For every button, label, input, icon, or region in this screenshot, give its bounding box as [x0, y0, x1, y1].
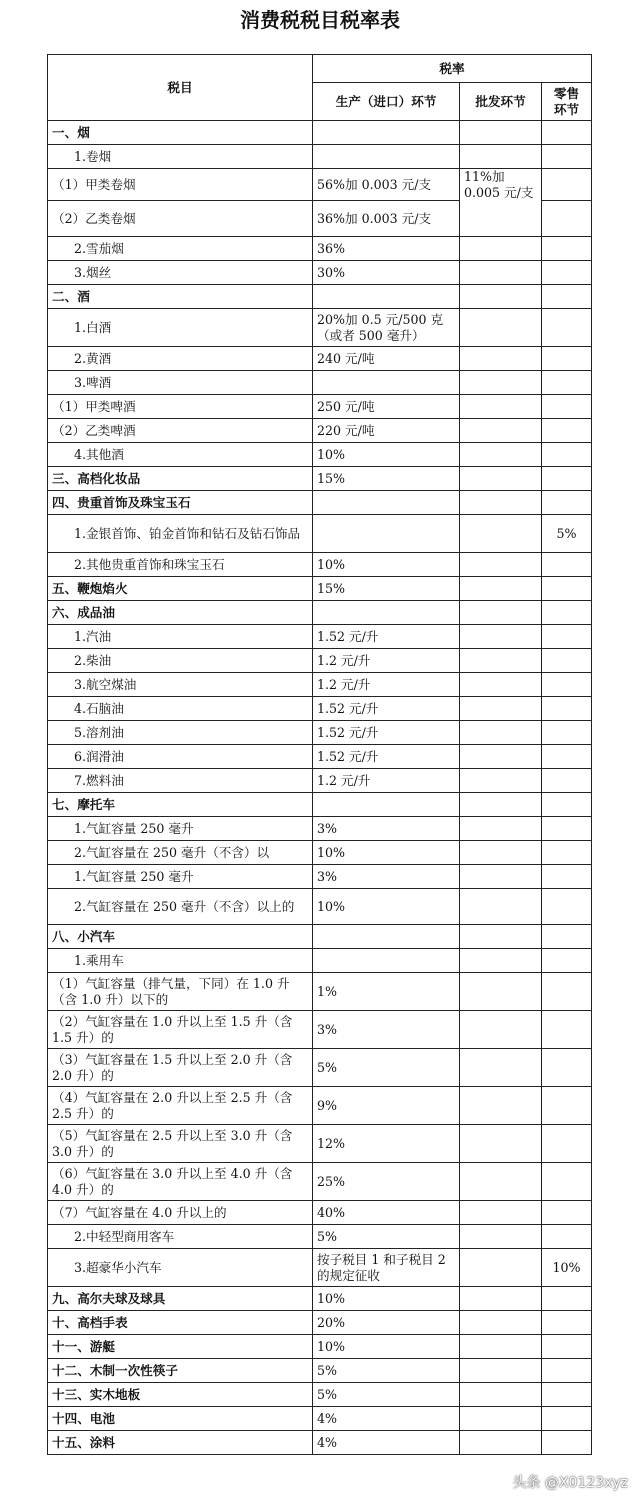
tax-item-cell: 2.雪茄烟	[48, 237, 313, 261]
production-rate-cell	[313, 925, 460, 949]
retail-rate-cell	[542, 577, 592, 601]
table-row	[48, 419, 592, 443]
tax-item-cell: 1.金银首饰、铂金首饰和钻石及钻石饰品	[48, 515, 313, 553]
wholesale-rate-cell	[460, 1287, 542, 1311]
tax-item-cell: （5）气缸容量在 2.5 升以上至 3.0 升（含 3.0 升）的	[48, 1125, 313, 1163]
tax-item-cell: 4.石脑油	[48, 697, 313, 721]
retail-rate-cell	[542, 649, 592, 673]
production-rate-cell: 3%	[313, 817, 460, 841]
tax-item-cell: （3）气缸容量在 1.5 升以上至 2.0 升（含 2.0 升）的	[48, 1049, 313, 1087]
tax-item-cell: 1.汽油	[48, 625, 313, 649]
tax-item-cell: 3.航空煤油	[48, 673, 313, 697]
retail-rate-cell	[542, 1407, 592, 1431]
production-rate-cell: 10%	[313, 553, 460, 577]
table-row	[48, 817, 592, 841]
wholesale-rate-cell	[460, 817, 542, 841]
wholesale-rate-cell	[460, 443, 542, 467]
tax-item-cell: 2.黄酒	[48, 347, 313, 371]
retail-rate-cell	[542, 1287, 592, 1311]
table-row	[48, 769, 592, 793]
retail-rate-cell	[542, 553, 592, 577]
tax-item-cell: 2.其他贵重首饰和珠宝玉石	[48, 553, 313, 577]
table-row	[48, 577, 592, 601]
header-retail	[542, 83, 592, 121]
tax-item-cell: 十三、实木地板	[48, 1383, 313, 1407]
tax-item-cell: 1.气缸容量 250 毫升	[48, 865, 313, 889]
retail-rate-cell	[542, 1359, 592, 1383]
wholesale-rate-cell	[460, 1383, 542, 1407]
wholesale-rate-cell	[460, 649, 542, 673]
table-row	[48, 1311, 592, 1335]
header-retail-line1: 零售	[553, 85, 580, 101]
production-rate-cell	[313, 145, 460, 169]
retail-rate-cell	[542, 925, 592, 949]
wholesale-rate-cell	[460, 601, 542, 625]
production-rate-cell: 1.2 元/升	[313, 769, 460, 793]
production-rate-cell: 30%	[313, 261, 460, 285]
retail-rate-cell: 5%	[542, 515, 592, 553]
tax-item-cell: 十、高档手表	[48, 1311, 313, 1335]
production-rate-cell: 220 元/吨	[313, 419, 460, 443]
production-rate-cell	[313, 601, 460, 625]
table-row	[48, 949, 592, 973]
wholesale-rate-cell	[460, 625, 542, 649]
wholesale-rate-cell	[460, 1431, 542, 1455]
wholesale-rate-cell	[460, 577, 542, 601]
wholesale-rate-cell	[460, 697, 542, 721]
retail-rate-cell	[542, 697, 592, 721]
header-rate: 税率	[313, 55, 592, 83]
retail-rate-cell	[542, 625, 592, 649]
production-rate-cell: 1.52 元/升	[313, 697, 460, 721]
tax-item-cell: 6.润滑油	[48, 745, 313, 769]
retail-rate-cell	[542, 769, 592, 793]
wholesale-rate-cell	[460, 1011, 542, 1049]
tax-item-cell: （6）气缸容量在 3.0 升以上至 4.0 升（含 4.0 升）的	[48, 1163, 313, 1201]
wholesale-rate-cell	[460, 865, 542, 889]
wholesale-rate-cell	[460, 285, 542, 309]
tax-item-cell: 2.柴油	[48, 649, 313, 673]
table-row	[48, 371, 592, 395]
retail-rate-cell	[542, 467, 592, 491]
retail-rate-cell	[542, 169, 592, 201]
tax-item-cell: （1）甲类啤酒	[48, 395, 313, 419]
production-rate-cell: 1.52 元/升	[313, 745, 460, 769]
production-rate-cell: 1.52 元/升	[313, 721, 460, 745]
production-rate-cell	[313, 515, 460, 553]
retail-rate-cell	[542, 419, 592, 443]
tax-item-cell: （1）甲类卷烟	[48, 169, 313, 201]
wholesale-rate-cell	[460, 841, 542, 865]
table-row	[48, 625, 592, 649]
retail-rate-cell	[542, 201, 592, 237]
retail-rate-cell	[542, 285, 592, 309]
retail-rate-cell	[542, 673, 592, 697]
production-rate-cell	[313, 793, 460, 817]
retail-rate-cell	[542, 601, 592, 625]
production-rate-cell: 1%	[313, 973, 460, 1011]
retail-rate-cell: 10%	[542, 1249, 592, 1287]
retail-rate-cell	[542, 793, 592, 817]
production-rate-cell	[313, 491, 460, 515]
wholesale-rate-cell	[460, 237, 542, 261]
wholesale-rate-cell	[460, 395, 542, 419]
tax-item-cell: （1）气缸容量（排气量，下同）在 1.0 升（含 1.0 升）以下的	[48, 973, 313, 1011]
wholesale-rate-cell	[460, 1335, 542, 1359]
wholesale-rate-cell	[460, 309, 542, 347]
retail-rate-cell	[542, 817, 592, 841]
wholesale-rate-cell	[460, 467, 542, 491]
production-rate-cell: 10%	[313, 841, 460, 865]
wholesale-rate-cell	[460, 1125, 542, 1163]
tax-item-cell: 2.气缸容量在 250 毫升（不含）以	[48, 841, 313, 865]
retail-rate-cell	[542, 973, 592, 1011]
production-rate-cell: 5%	[313, 1225, 460, 1249]
production-rate-cell: 250 元/吨	[313, 395, 460, 419]
table-row	[48, 865, 592, 889]
production-rate-cell: 9%	[313, 1087, 460, 1125]
retail-rate-cell	[542, 1125, 592, 1163]
retail-rate-cell	[542, 443, 592, 467]
retail-rate-cell	[542, 1087, 592, 1125]
production-rate-cell: 4%	[313, 1431, 460, 1455]
tax-item-cell: 1.白酒	[48, 309, 313, 347]
wholesale-rate-cell	[460, 721, 542, 745]
tax-item-cell: 1.乘用车	[48, 949, 313, 973]
production-rate-cell: 10%	[313, 889, 460, 925]
table-row	[48, 169, 592, 201]
tax-rate-table	[47, 54, 592, 1455]
wholesale-rate-cell	[460, 1163, 542, 1201]
table-row	[48, 1287, 592, 1311]
table-row	[48, 1011, 592, 1049]
table-row	[48, 1359, 592, 1383]
tax-item-cell: （7）气缸容量在 4.0 升以上的	[48, 1201, 313, 1225]
table-row	[48, 515, 592, 553]
retail-rate-cell	[542, 745, 592, 769]
table-row	[48, 491, 592, 515]
tax-item-cell: 2.中轻型商用客车	[48, 1225, 313, 1249]
wholesale-rate-cell	[460, 673, 542, 697]
table-row	[48, 793, 592, 817]
wholesale-rate-cell	[460, 347, 542, 371]
header-retail-line2: 环节	[553, 101, 580, 117]
tax-item-cell: 七、摩托车	[48, 793, 313, 817]
wholesale-rate-cell	[460, 793, 542, 817]
production-rate-cell: 36%	[313, 237, 460, 261]
table-row	[48, 1125, 592, 1163]
retail-rate-cell	[542, 309, 592, 347]
retail-rate-cell	[542, 1201, 592, 1225]
table-row	[48, 1225, 592, 1249]
retail-rate-cell	[542, 1163, 592, 1201]
retail-rate-cell	[542, 237, 592, 261]
tax-item-cell: 八、小汽车	[48, 925, 313, 949]
tax-item-cell: 7.燃料油	[48, 769, 313, 793]
production-rate-cell: 5%	[313, 1359, 460, 1383]
tax-item-cell: 十一、游艇	[48, 1335, 313, 1359]
production-rate-cell: 15%	[313, 577, 460, 601]
wholesale-rate-cell	[460, 1407, 542, 1431]
wholesale-rate-cell	[460, 1201, 542, 1225]
tax-item-cell: （4）气缸容量在 2.0 升以上至 2.5 升（含 2.5 升）的	[48, 1087, 313, 1125]
production-rate-cell: 5%	[313, 1049, 460, 1087]
table-row	[48, 1249, 592, 1287]
wholesale-rate-cell	[460, 949, 542, 973]
tax-item-cell: 九、高尔夫球及球具	[48, 1287, 313, 1311]
table-row	[48, 1163, 592, 1201]
production-rate-cell: 240 元/吨	[313, 347, 460, 371]
table-row	[48, 443, 592, 467]
production-rate-cell	[313, 285, 460, 309]
tax-item-cell: 3.烟丝	[48, 261, 313, 285]
tax-item-cell: 一、烟	[48, 121, 313, 145]
tax-item-cell: 十二、木制一次性筷子	[48, 1359, 313, 1383]
wholesale-rate-cell	[460, 1359, 542, 1383]
retail-rate-cell	[542, 841, 592, 865]
table-row	[48, 1407, 592, 1431]
production-rate-cell: 36%加 0.003 元/支	[313, 201, 460, 237]
table-row	[48, 309, 592, 347]
retail-rate-cell	[542, 1049, 592, 1087]
retail-rate-cell	[542, 491, 592, 515]
page-title: 消费税税目税率表	[240, 8, 400, 32]
retail-rate-cell	[542, 1431, 592, 1455]
table-row	[48, 1201, 592, 1225]
tax-item-cell: 二、酒	[48, 285, 313, 309]
production-rate-cell: 10%	[313, 1335, 460, 1359]
retail-rate-cell	[542, 145, 592, 169]
production-rate-cell: 15%	[313, 467, 460, 491]
table-row	[48, 237, 592, 261]
production-rate-cell: 1.2 元/升	[313, 649, 460, 673]
wholesale-rate-cell	[460, 261, 542, 285]
table-row	[48, 1087, 592, 1125]
header-item: 税目	[48, 55, 313, 121]
table-row	[48, 467, 592, 491]
table-row	[48, 553, 592, 577]
wholesale-rate-cell	[460, 1311, 542, 1335]
table-row	[48, 673, 592, 697]
retail-rate-cell	[542, 1011, 592, 1049]
tax-item-cell: 十五、涂料	[48, 1431, 313, 1455]
wholesale-rate-cell	[460, 121, 542, 145]
table-row	[48, 889, 592, 925]
tax-item-cell: 2.气缸容量在 250 毫升（不含）以上的	[48, 889, 313, 925]
wholesale-rate-cell	[460, 419, 542, 443]
table-row	[48, 347, 592, 371]
table-row	[48, 121, 592, 145]
table-row	[48, 145, 592, 169]
header-production: 生产（进口）环节	[313, 83, 460, 121]
production-rate-cell: 5%	[313, 1383, 460, 1407]
tax-item-cell: （2）乙类啤酒	[48, 419, 313, 443]
table-row	[48, 841, 592, 865]
retail-rate-cell	[542, 1335, 592, 1359]
tax-item-cell: 3.啤酒	[48, 371, 313, 395]
wholesale-rate-cell	[460, 769, 542, 793]
table-row	[48, 925, 592, 949]
production-rate-cell: 1.52 元/升	[313, 625, 460, 649]
retail-rate-cell	[542, 395, 592, 419]
retail-rate-cell	[542, 889, 592, 925]
wholesale-rate-cell: 11%加 0.005 元/支	[460, 169, 542, 237]
tax-item-cell: 五、鞭炮焰火	[48, 577, 313, 601]
wholesale-rate-cell	[460, 973, 542, 1011]
tax-item-cell: 1.卷烟	[48, 145, 313, 169]
tax-item-cell: 1.气缸容量 250 毫升	[48, 817, 313, 841]
wholesale-rate-cell	[460, 925, 542, 949]
retail-rate-cell	[542, 721, 592, 745]
production-rate-cell: 56%加 0.003 元/支	[313, 169, 460, 201]
table-row	[48, 285, 592, 309]
table-row	[48, 1431, 592, 1455]
table-row	[48, 745, 592, 769]
watermark: 头条 @X0123xyz	[512, 1475, 628, 1491]
wholesale-rate-cell	[460, 145, 542, 169]
retail-rate-cell	[542, 261, 592, 285]
production-rate-cell	[313, 371, 460, 395]
wholesale-rate-cell	[460, 889, 542, 925]
production-rate-cell: 20%加 0.5 元/500 克（或者 500 毫升）	[313, 309, 460, 347]
retail-rate-cell	[542, 1311, 592, 1335]
tax-item-cell: 三、高档化妆品	[48, 467, 313, 491]
table-row	[48, 721, 592, 745]
tax-item-cell: 3.超豪华小汽车	[48, 1249, 313, 1287]
retail-rate-cell	[542, 865, 592, 889]
tax-item-cell: 四、贵重首饰及珠宝玉石	[48, 491, 313, 515]
table-row	[48, 973, 592, 1011]
wholesale-rate-cell	[460, 553, 542, 577]
header-wholesale: 批发环节	[460, 83, 542, 121]
wholesale-rate-cell	[460, 1049, 542, 1087]
retail-rate-cell	[542, 121, 592, 145]
wholesale-rate-cell	[460, 515, 542, 553]
table-row	[48, 395, 592, 419]
production-rate-cell: 20%	[313, 1311, 460, 1335]
table-row	[48, 649, 592, 673]
tax-item-cell: 5.溶剂油	[48, 721, 313, 745]
production-rate-cell: 3%	[313, 865, 460, 889]
production-rate-cell	[313, 949, 460, 973]
retail-rate-cell	[542, 949, 592, 973]
tax-item-cell: 十四、电池	[48, 1407, 313, 1431]
production-rate-cell: 3%	[313, 1011, 460, 1049]
wholesale-rate-cell	[460, 491, 542, 515]
retail-rate-cell	[542, 1383, 592, 1407]
production-rate-cell: 4%	[313, 1407, 460, 1431]
wholesale-rate-cell	[460, 1087, 542, 1125]
table-row	[48, 1335, 592, 1359]
retail-rate-cell	[542, 371, 592, 395]
production-rate-cell: 12%	[313, 1125, 460, 1163]
production-rate-cell	[313, 121, 460, 145]
tax-item-cell: （2）气缸容量在 1.0 升以上至 1.5 升（含 1.5 升）的	[48, 1011, 313, 1049]
production-rate-cell: 10%	[313, 443, 460, 467]
tax-item-cell: 4.其他酒	[48, 443, 313, 467]
table-row	[48, 697, 592, 721]
table-row	[48, 601, 592, 625]
production-rate-cell: 10%	[313, 1287, 460, 1311]
production-rate-cell: 1.2 元/升	[313, 673, 460, 697]
table-row	[48, 1049, 592, 1087]
tax-item-cell: （2）乙类卷烟	[48, 201, 313, 237]
wholesale-rate-cell	[460, 1249, 542, 1287]
wholesale-rate-cell	[460, 1225, 542, 1249]
table-row	[48, 261, 592, 285]
production-rate-cell: 40%	[313, 1201, 460, 1225]
table-row	[48, 1383, 592, 1407]
retail-rate-cell	[542, 1225, 592, 1249]
production-rate-cell: 按子税目 1 和子税目 2 的规定征收	[313, 1249, 460, 1287]
wholesale-rate-cell	[460, 371, 542, 395]
retail-rate-cell	[542, 347, 592, 371]
tax-item-cell: 六、成品油	[48, 601, 313, 625]
production-rate-cell: 25%	[313, 1163, 460, 1201]
wholesale-rate-cell	[460, 745, 542, 769]
